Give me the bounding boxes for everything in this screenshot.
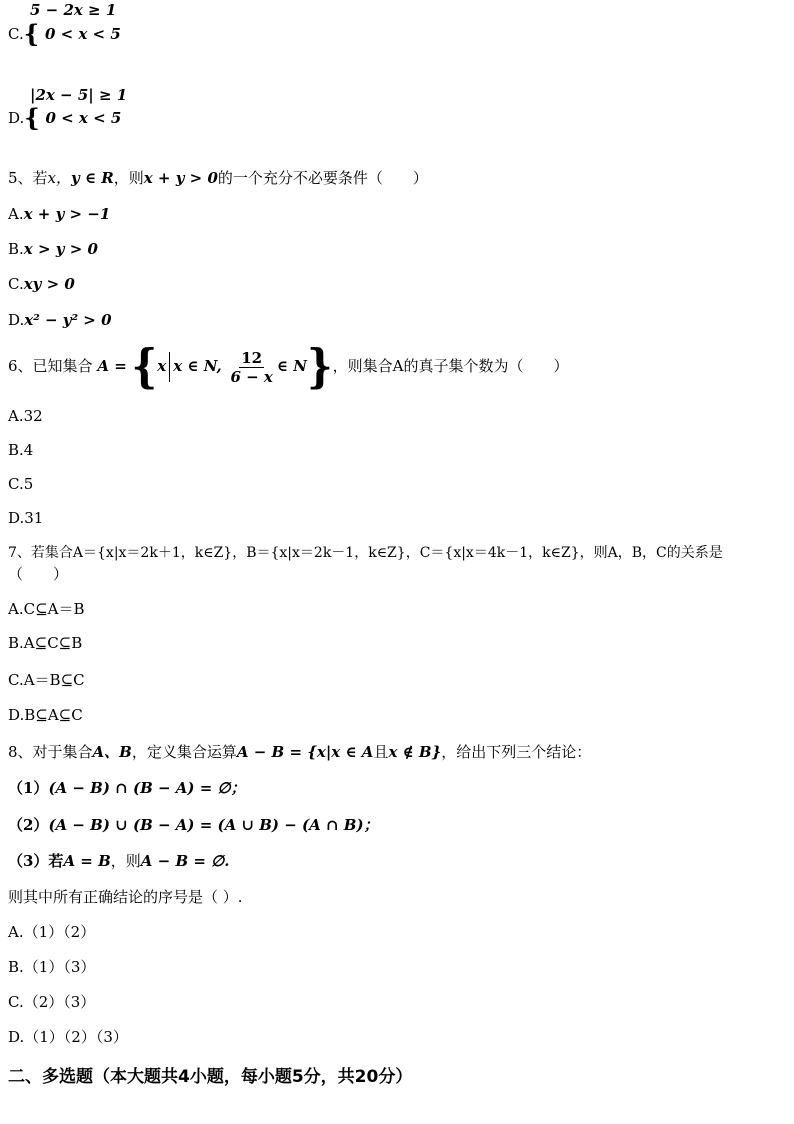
q6-set-cond: x ∈ N, — [173, 357, 222, 375]
q6-stem-part: 6、已知集合 — [8, 357, 93, 375]
q5-option-label: A. — [8, 205, 24, 223]
question-8-stem — [8, 742, 591, 762]
q5-option-math: x + y > −1 — [23, 205, 111, 223]
option-c-line1: 5 − 2x ≥ 1 — [30, 1, 117, 19]
q5-stem-math: y ∈ R — [71, 169, 114, 187]
q5-option-math: x² − y² > 0 — [24, 311, 112, 329]
right-brace: } — [306, 339, 333, 394]
question-7-stem-cont: （ ） — [8, 565, 69, 583]
q7-option-a: A.C⊆A＝B — [8, 600, 85, 618]
q8-conclusion-1 — [8, 778, 246, 798]
q5-option-a — [8, 204, 110, 224]
q6-set-in: ∈ N — [276, 357, 307, 375]
q7-option-c: C.A＝B⊆C — [8, 671, 85, 689]
question-8-ask: 则其中所有正确结论的序号是（ ）. — [8, 888, 243, 906]
section-heading: 二、多选题（本大题共4小题，每小题5分，共20分） — [8, 1067, 413, 1087]
q8-stem-part: ，定义集合运算 — [131, 743, 237, 761]
fraction — [228, 349, 274, 386]
brace: { — [23, 19, 40, 48]
q8-conclusion-math: (A − B) ∩ (B − A) = ∅； — [48, 779, 246, 797]
q5-option-math: x > y > 0 — [23, 240, 98, 258]
fraction-numerator: 12 — [241, 348, 263, 367]
brace: { — [24, 103, 40, 132]
q8-conclusion-label: （3）若 — [8, 852, 64, 870]
q8-option-c: C.（2）（3） — [8, 993, 96, 1011]
option-d-line1: |2x − 5| ≥ 1 — [30, 86, 128, 104]
q6-set-lhs: A = — [97, 357, 127, 375]
q5-option-label: C. — [8, 275, 24, 293]
fraction-denominator: 6 − x — [230, 367, 273, 386]
question-7-stem: 7、若集合A＝{x|x＝2k＋1，k∈Z}，B＝{x|x＝2k－1，k∈Z}，C＝{x|x＝4k－1，k∈Z}，则A，B，C的关系是 — [8, 545, 723, 561]
q8-option-b: B.（1）（3） — [8, 958, 96, 976]
q8-conclusion-label: （2） — [8, 816, 49, 834]
q8-stem-part: 且 — [373, 743, 389, 761]
q8-stem-math: x ∉ B} — [388, 743, 442, 761]
q5-option-c — [8, 274, 75, 294]
option-c-line2: 0 < x < 5 — [44, 25, 121, 43]
q8-conclusion-label: （1） — [8, 779, 49, 797]
q8-conclusion-part: ，则 — [110, 852, 141, 870]
q6-option-d: D.31 — [8, 509, 44, 527]
q7-option-b: B.A⊆C⊆B — [8, 634, 83, 652]
q8-stem-part: ，给出下列三个结论： — [441, 743, 592, 761]
q8-conclusion-math: (A − B) ∪ (B − A) = (A ∪ B) − (A ∩ B)； — [48, 816, 379, 834]
question-6-stem — [8, 339, 569, 394]
q8-stem-math: A、B — [92, 743, 132, 761]
q8-conclusion-2 — [8, 815, 379, 835]
q6-option-b: B.4 — [8, 441, 34, 459]
q8-stem-part: 8、对于集合 — [8, 743, 93, 761]
q5-option-label: B. — [8, 240, 24, 258]
q5-option-b — [8, 239, 98, 259]
q5-stem-math: x + y > 0 — [143, 169, 218, 187]
q5-stem-part: x， — [47, 169, 72, 187]
q5-option-label: D. — [8, 311, 25, 329]
q8-conclusion-math: A − B = ∅. — [140, 852, 230, 870]
q8-conclusion-3 — [8, 851, 229, 871]
option-c — [8, 19, 121, 48]
q6-option-a: A.32 — [8, 407, 43, 425]
q6-option-c: C.5 — [8, 475, 34, 493]
q5-stem-part: 5、若 — [8, 169, 48, 187]
q5-option-d — [8, 310, 112, 330]
q8-option-a: A.（1）（2） — [8, 923, 96, 941]
q5-option-math: xy > 0 — [23, 275, 75, 293]
set-divider — [169, 352, 170, 382]
option-d — [8, 103, 122, 132]
q8-option-d: D.（1）（2）（3） — [8, 1028, 128, 1046]
q6-set-var: x — [157, 357, 167, 375]
option-c-label: C. — [8, 25, 24, 43]
question-5-stem — [8, 168, 428, 188]
left-brace: { — [131, 339, 158, 394]
option-d-label: D. — [8, 109, 25, 127]
q7-option-d: D.B⊆A⊆C — [8, 706, 83, 724]
option-d-line2: 0 < x < 5 — [45, 109, 122, 127]
q8-stem-math: A − B = {x|x ∈ A — [236, 743, 374, 761]
q5-stem-part: 的一个充分不必要条件（ ） — [217, 169, 428, 187]
q8-conclusion-math: A = B — [63, 852, 111, 870]
q5-stem-part: ，则 — [113, 169, 144, 187]
q6-stem-part: ，则集合A的真子集个数为（ ） — [332, 357, 569, 375]
